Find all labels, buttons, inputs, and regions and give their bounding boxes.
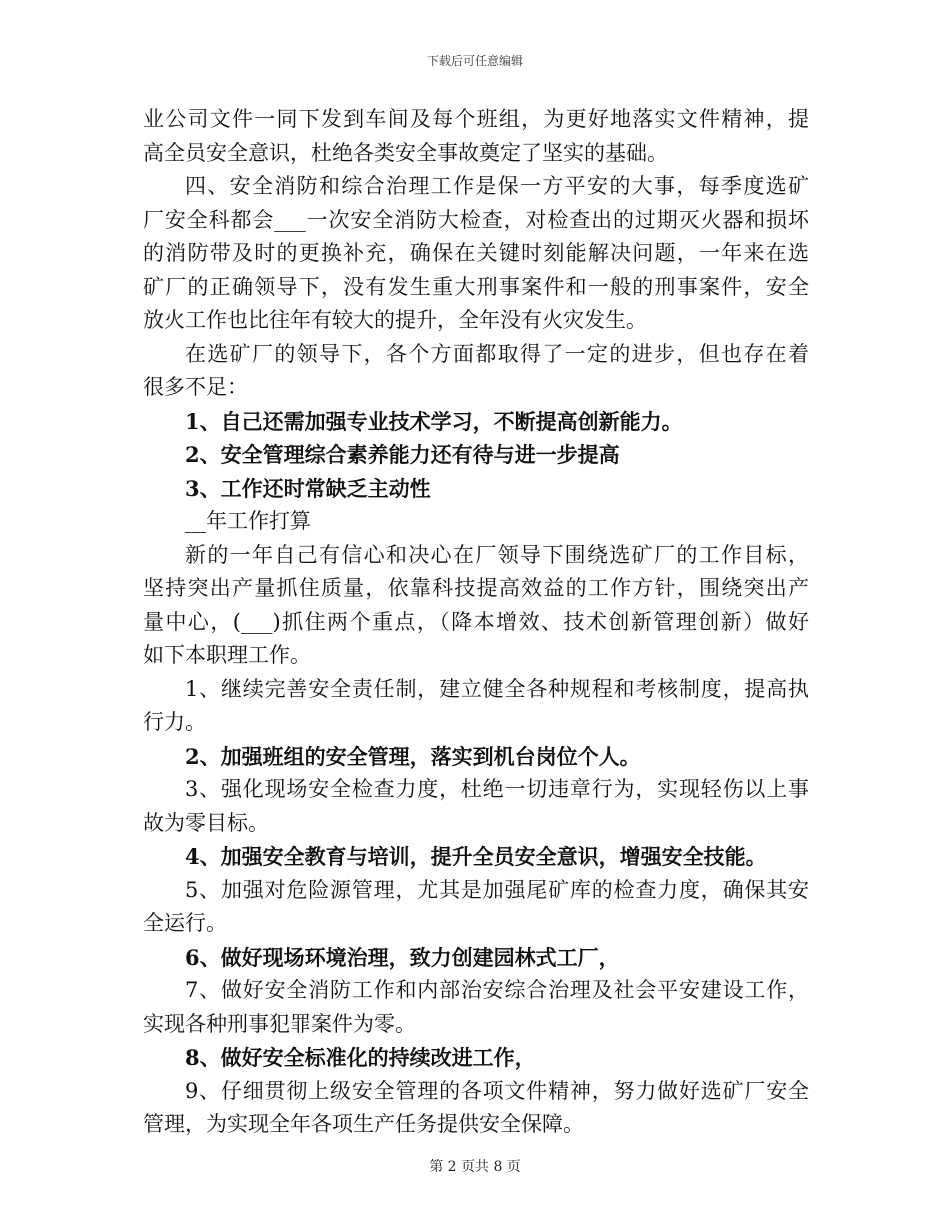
text-line: 2、安全管理综合素养能力还有待与进一步提高 <box>185 442 620 467</box>
text-line: 矿厂的正确领导下，没有发生重大刑事案件和一般的刑事案件，安全 <box>143 274 809 299</box>
text-line: 7、做好安全消防工作和内部治安综合治理及社会平安建设工作， <box>185 978 809 1002</box>
text-line: 量中心，(___)抓住两个重点，（降本增效、技术创新管理创新）做好 <box>143 609 809 634</box>
text-line: 如下本职理工作。 <box>143 643 311 667</box>
text-line: 全运行。 <box>143 911 227 935</box>
text-line: 4、加强安全教育与培训，提升全员安全意识，增强安全技能。 <box>185 844 767 869</box>
text-line: 9、仔细贯彻上级安全管理的各项文件精神，努力做好选矿厂安全 <box>185 1078 809 1103</box>
page-header: 下载后可任意编辑 <box>426 54 523 68</box>
text-line: 新的一年自己有信心和决心在厂领导下围绕选矿厂的工作目标， <box>185 542 809 567</box>
text-line: __年工作打算 <box>185 509 311 533</box>
text-line: 的消防带及时的更换补充，确保在关键时刻能解决问题，一年来在选 <box>143 241 809 265</box>
text-line: 高全员安全意识，杜绝各类安全事故奠定了坚实的基础。 <box>143 140 668 165</box>
text-line: 坚持突出产量抓住质量，依靠科技提高效益的工作方针，围绕突出产 <box>143 576 809 600</box>
text-line: 实现各种刑事犯罪案件为零。 <box>143 1011 416 1036</box>
text-line: 四、安全消防和综合治理工作是保一方平安的大事，每季度选矿 <box>185 174 809 198</box>
text-line: 3、工作还时常缺乏主动性 <box>185 475 431 501</box>
text-line: 3、强化现场安全检查力度，杜绝一切违章行为，实现轻伤以上事 <box>185 777 809 801</box>
text-line: 业公司文件一同下发到车间及每个班组，为更好地落实文件精神，提 <box>143 107 809 131</box>
text-line: 2、加强班组的安全管理，落实到机台岗位个人。 <box>185 743 641 769</box>
text-line: 厂安全科都会___一次安全消防大检查，对检查出的过期灭火器和损坏 <box>143 207 809 232</box>
text-line: 很多不足： <box>143 375 248 399</box>
document-body <box>143 103 809 1142</box>
text-line: 1、继续完善安全责任制，建立健全各种规程和考核制度，提高执 <box>185 676 809 701</box>
text-line: 1、自己还需加强专业技术学习，不断提高创新能力。 <box>185 408 683 434</box>
text-line: 故为零目标。 <box>143 810 269 835</box>
text-line: 8、做好安全标准化的持续改进工作， <box>185 1045 536 1070</box>
text-line: 5、加强对危险源管理，尤其是加强尾矿库的检查力度，确保其安 <box>185 877 809 902</box>
text-line: 在选矿厂的领导下，各个方面都取得了一定的进步，但也存在着 <box>185 341 809 366</box>
text-line: 放火工作也比往年有较大的提升，全年没有火灾发生。 <box>143 308 647 332</box>
text-line: 行力。 <box>143 710 206 734</box>
text-line: 管理，为实现全年各项生产任务提供安全保障。 <box>143 1112 584 1136</box>
page-footer: 第 2 页共 8 页 <box>429 1159 521 1175</box>
text-line: 6、做好现场环境治理，致力创建园林式工厂， <box>185 944 620 970</box>
